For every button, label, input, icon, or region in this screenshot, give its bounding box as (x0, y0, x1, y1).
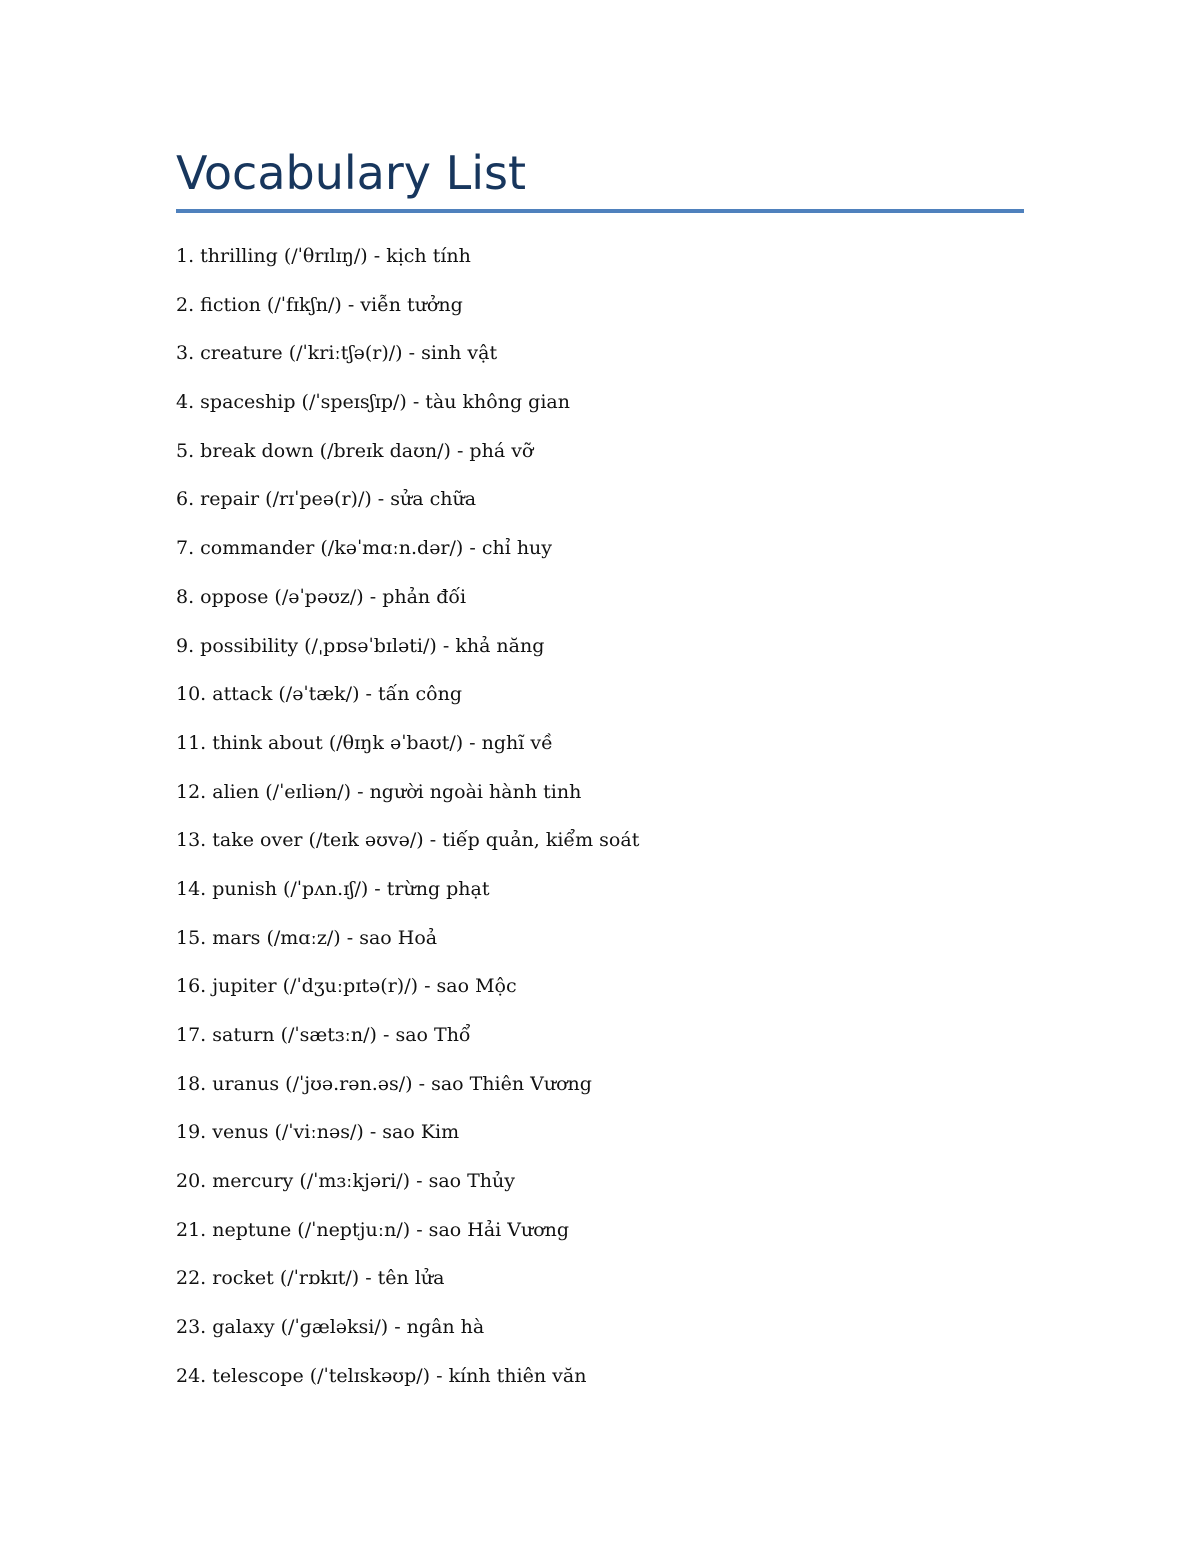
vocab-item: 12. alien (/ˈeɪliən/) - người ngoài hành tinh (176, 780, 582, 803)
vocab-item: 17. saturn (/ˈsætɜːn/) - sao Thổ (176, 1024, 471, 1046)
vocab-item: 11. think about (/θɪŋk əˈbaʊt/) - nghĩ về (176, 731, 553, 754)
vocab-item: 1. thrilling (/ˈθrɪlɪŋ/) - kịch tính (176, 245, 471, 267)
vocab-item: 10. attack (/əˈtæk/) - tấn công (176, 683, 463, 706)
vocab-item: 2. fiction (/ˈfɪkʃn/) - viễn tưởng (176, 293, 463, 316)
vocab-item: 7. commander (/kəˈmɑːn.dər/) - chỉ huy (176, 537, 553, 560)
vocab-item: 13. take over (/teɪk əʊvə/) - tiếp quản, kiểm soát (176, 829, 640, 852)
vocab-item: 14. punish (/ˈpʌn.ɪʃ/) - trừng phạt (176, 877, 490, 900)
title-underline (176, 209, 1024, 213)
vocab-item: 18. uranus (/ˈjʊə.rən.əs/) - sao Thiên Vương (176, 1072, 592, 1095)
vocab-item: 8. oppose (/əˈpəʊz/) - phản đối (176, 585, 467, 608)
vocab-item: 15. mars (/mɑːz/) - sao Hoả (176, 926, 438, 949)
vocab-item: 6. repair (/rɪˈpeə(r)/) - sửa chữa (176, 488, 477, 511)
vocab-item: 19. venus (/ˈviːnəs/) - sao Kim (176, 1121, 460, 1144)
vocab-item: 3. creature (/ˈkriːtʃə(r)/) - sinh vật (176, 342, 498, 365)
vocab-item: 16. jupiter (/ˈdʒuːpɪtə(r)/) - sao Mộc (176, 975, 517, 998)
vocab-item: 22. rocket (/ˈrɒkɪt/) - tên lửa (176, 1267, 445, 1290)
vocab-item: 9. possibility (/ˌpɒsəˈbɪləti/) - khả năng (176, 634, 545, 657)
vocabulary-list (176, 233, 639, 1402)
vocab-item: 5. break down (/breɪk daʊn/) - phá vỡ (176, 439, 534, 462)
vocab-item: 20. mercury (/ˈmɜːkjəri/) - sao Thủy (176, 1170, 516, 1193)
vocab-item: 23. galaxy (/ˈɡæləksi/) - ngân hà (176, 1316, 485, 1339)
vocab-item: 4. spaceship (/ˈspeɪsʃɪp/) - tàu không gian (176, 391, 570, 414)
vocab-item: 21. neptune (/ˈneptjuːn/) - sao Hải Vương (176, 1218, 570, 1241)
vocab-item: 24. telescope (/ˈtelɪskəʊp/) - kính thiên văn (176, 1364, 587, 1387)
page-title: Vocabulary List (176, 146, 527, 200)
